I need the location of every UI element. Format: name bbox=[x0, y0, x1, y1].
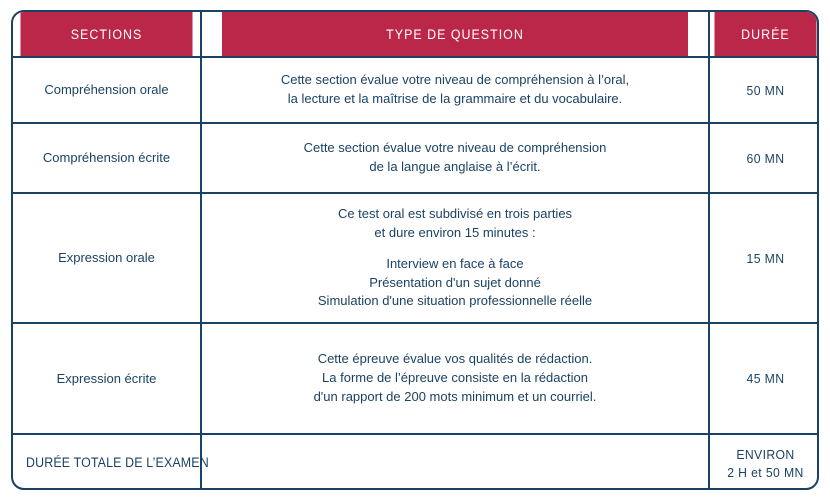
text-line: de la langue anglaise à l’écrit. bbox=[369, 159, 541, 174]
cell-section: Compréhension écrite bbox=[13, 123, 201, 193]
cell-type-lines bbox=[208, 205, 702, 312]
cell-section: Compréhension orale bbox=[13, 57, 201, 123]
text-line: Cette section évalue votre niveau de compréhension bbox=[303, 140, 607, 156]
table-row bbox=[13, 123, 819, 193]
cell-duree: 15 MN bbox=[712, 193, 817, 323]
text-line: Cette épreuve évalue vos qualités de rédaction. bbox=[317, 351, 593, 367]
cell-type bbox=[201, 123, 709, 193]
cell-type bbox=[201, 323, 709, 434]
exam-structure-table bbox=[11, 10, 819, 490]
table-total-row bbox=[13, 434, 819, 490]
cell-total-label: DURÉE TOTALE DE L’EXAMEN bbox=[21, 434, 194, 490]
text-line: Présentation d'un sujet donné bbox=[369, 274, 541, 290]
text-line: La forme de l’épreuve consiste en la rédaction bbox=[322, 370, 588, 386]
cell-total-type bbox=[201, 434, 709, 490]
text-line: Simulation d'une situation professionnelle réelle bbox=[317, 293, 593, 309]
cell-type-lines bbox=[208, 139, 702, 177]
text-line: 2 H et 50 MN bbox=[727, 464, 804, 480]
cell-total-duree bbox=[712, 434, 817, 490]
cell-section: Expression écrite bbox=[13, 323, 201, 434]
column-header-duree: DURÉE bbox=[713, 12, 816, 57]
cell-total-duree-lines bbox=[719, 446, 812, 481]
cell-duree: 45 MN bbox=[712, 323, 817, 434]
table bbox=[13, 12, 819, 490]
text-line: d'un rapport de 200 mots minimum et un courriel. bbox=[313, 388, 597, 404]
table-row bbox=[13, 323, 819, 434]
column-header-sections: SECTIONS bbox=[21, 12, 194, 57]
header-row bbox=[13, 12, 819, 57]
cell-type-lines bbox=[208, 350, 702, 407]
text-line: Interview en face à face bbox=[386, 255, 524, 271]
text-line: ENVIRON bbox=[736, 446, 795, 462]
table-header bbox=[13, 12, 819, 57]
text-line: et dure environ 15 minutes : bbox=[374, 224, 536, 240]
text-line: Cette section évalue votre niveau de compréhension à l’oral, bbox=[280, 72, 630, 88]
line-spacer bbox=[208, 242, 702, 254]
text-line: Ce test oral est subdivisé en trois parties bbox=[337, 205, 573, 221]
cell-type bbox=[201, 193, 709, 323]
cell-type-lines bbox=[208, 71, 702, 109]
cell-section: Expression orale bbox=[13, 193, 201, 323]
table-body bbox=[13, 57, 819, 490]
cell-type bbox=[201, 57, 709, 123]
table-row bbox=[13, 193, 819, 323]
column-header-type-de-question: TYPE DE QUESTION bbox=[221, 12, 688, 57]
table-row bbox=[13, 57, 819, 123]
cell-duree: 50 MN bbox=[712, 57, 817, 123]
cell-duree: 60 MN bbox=[712, 123, 817, 193]
text-line: la lecture et la maîtrise de la grammaire et du vocabulaire. bbox=[287, 91, 623, 106]
